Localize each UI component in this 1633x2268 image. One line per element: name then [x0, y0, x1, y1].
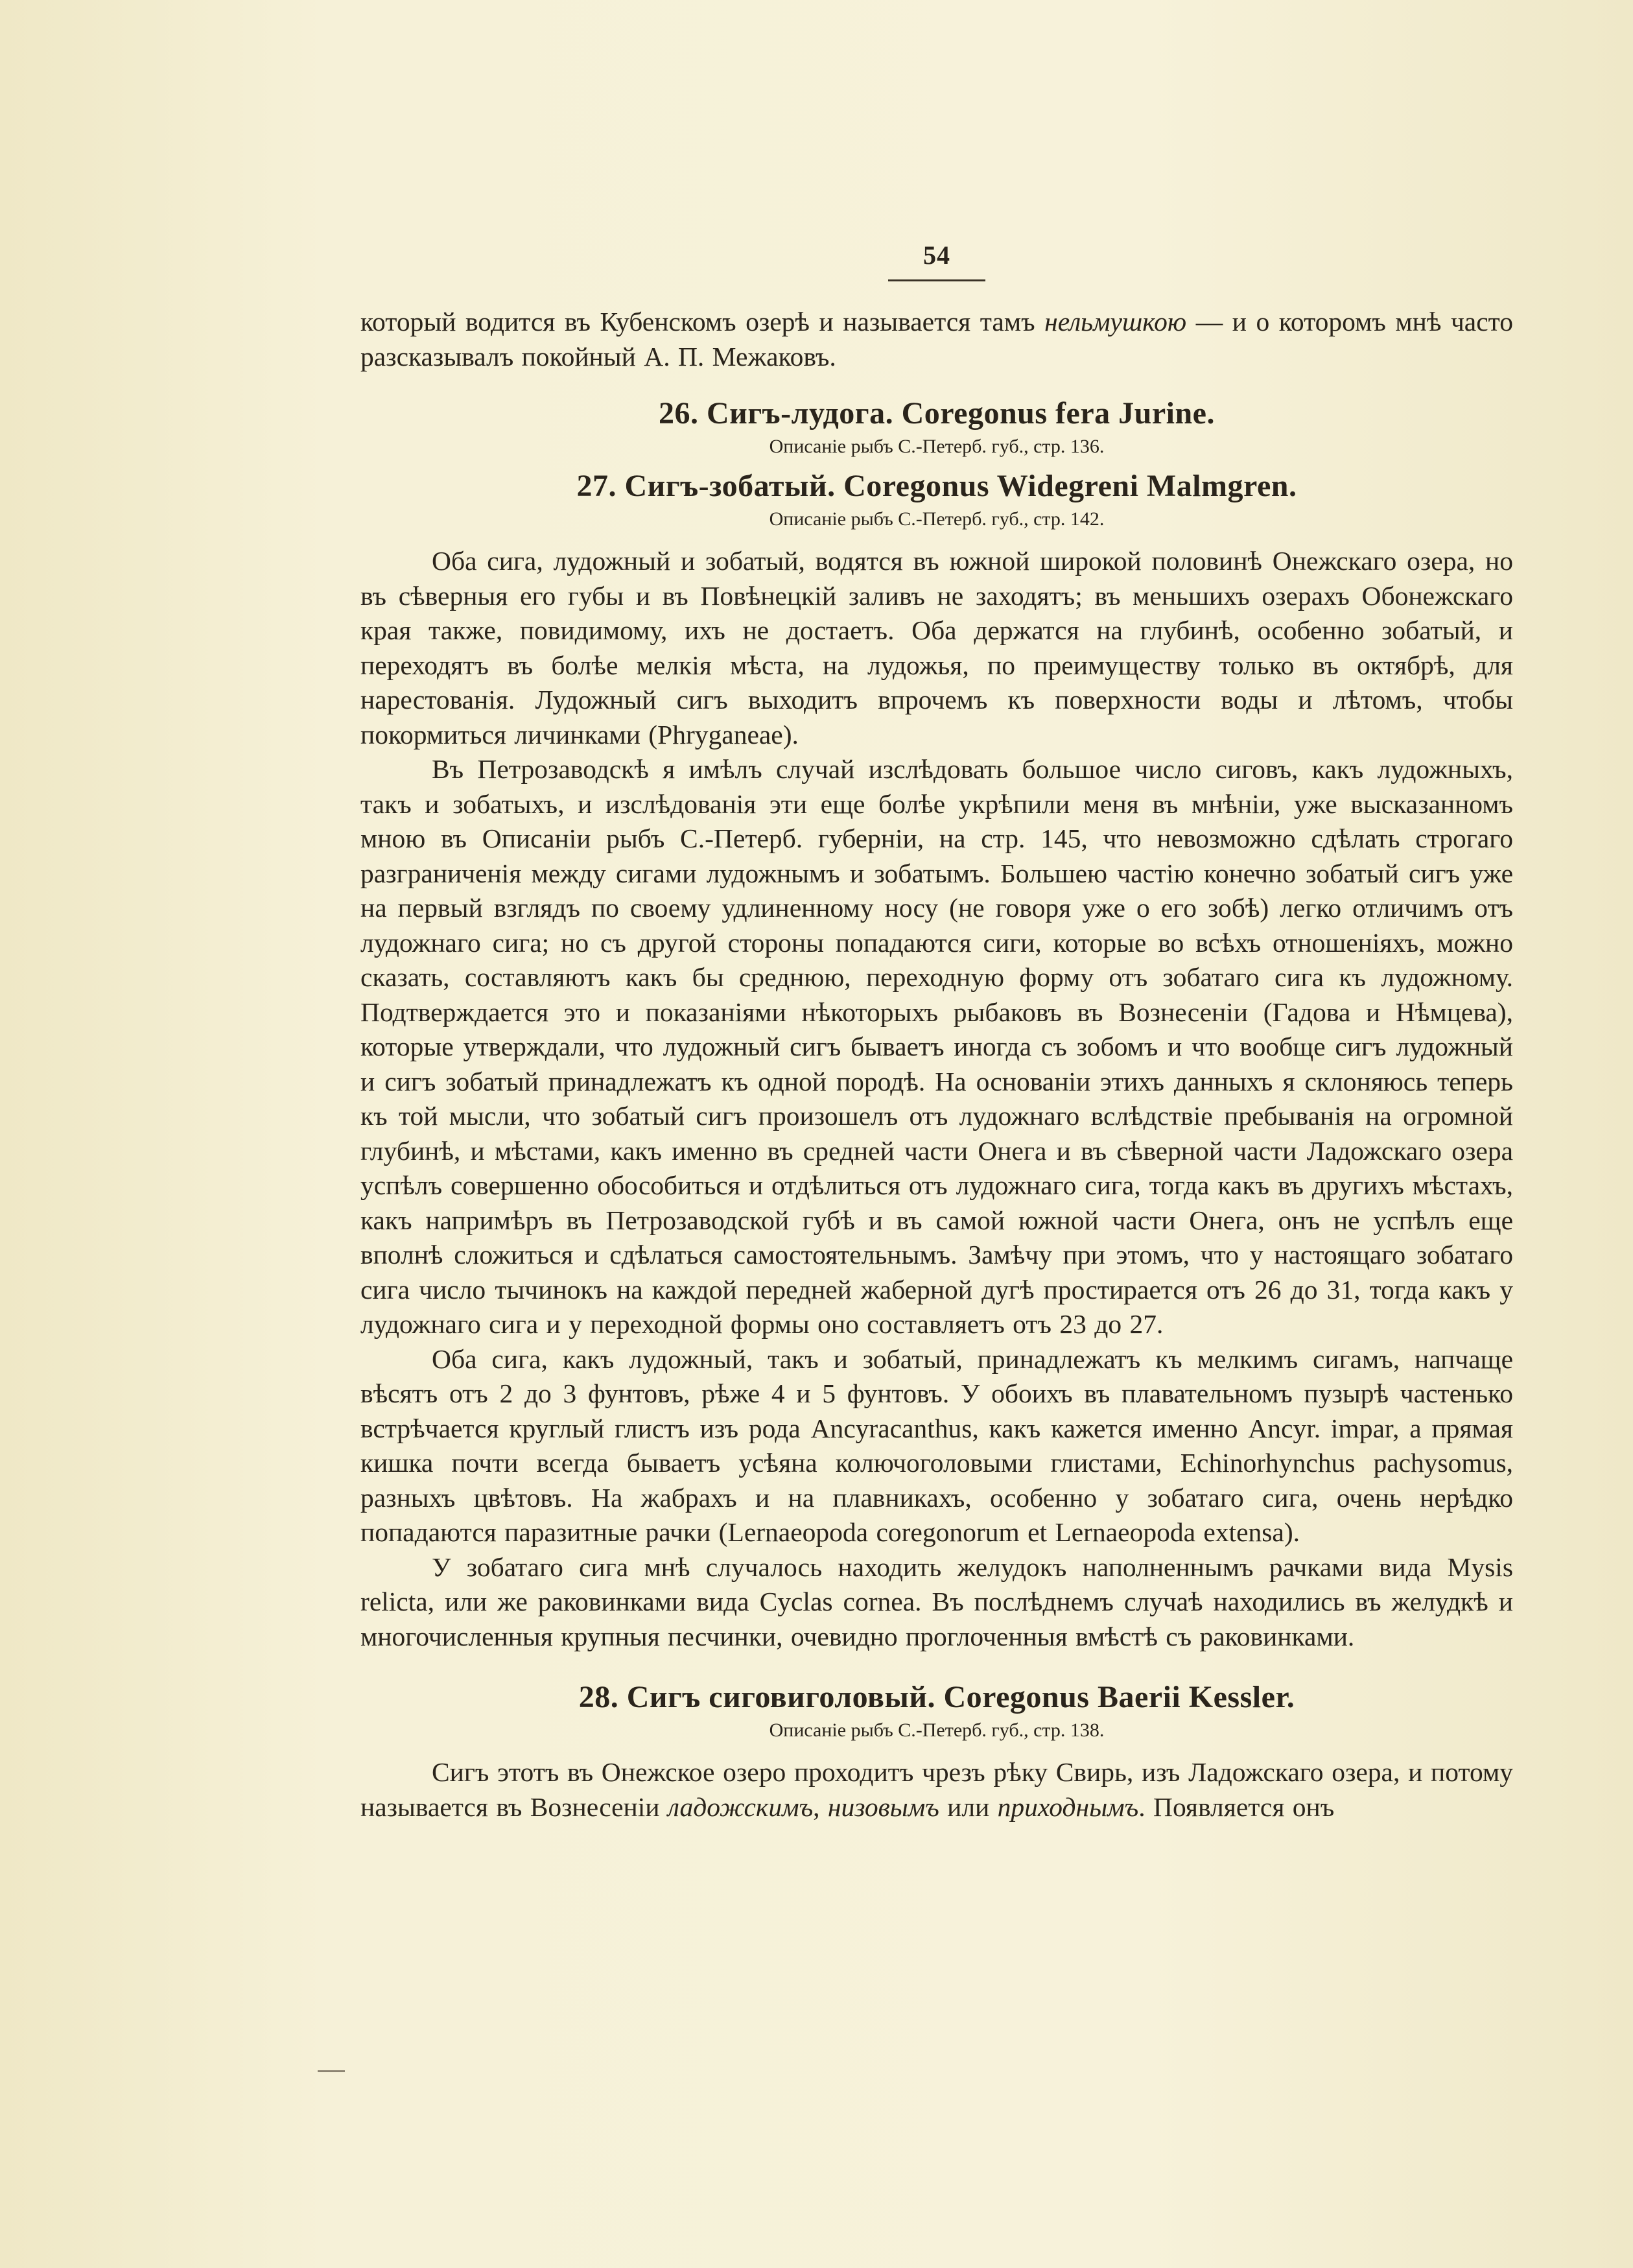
- section-ref-26: Описаніе рыбъ С.-Петерб. губ., стр. 136.: [769, 436, 1105, 457]
- section-title-27: 27. Сигъ-зобатый. Coregonus Widegreni Malmgren.: [576, 469, 1297, 503]
- emphasis-term: ладожскимъ: [667, 1791, 814, 1822]
- paragraph: У зобатаго сига мнѣ случалось находить желудокъ наполненнымъ рачками вида Mysis relicta, или же раковинками вида Cyclas cornea. Въ послѣднемъ случаѣ находились въ желудкѣ и многочисленныя крупныя песчинки, очевидно проглоченныя вмѣстѣ съ раковинками.: [360, 1552, 1513, 1651]
- paragraph: Оба сига, какъ лудожный, такъ и зобатый, принадлежатъ къ мелкимъ сигамъ, напчаще вѣсятъ отъ 2 до 3 фунтовъ, рѣже 4 и 5 фунтовъ. У обоихъ въ плавательномъ пузырѣ частенько встрѣчается круглый глистъ изъ рода Ancyracanthus, какъ кажется именно Ancyr. impar, а прямая кишка почти всегда бываетъ усѣяна колючоголовыми глистами, Echinorhynchus pachysomus, разныхъ цвѣтовъ. На жабрахъ и на плавникахъ, особенно у зобатаго сига, очень нерѣдко попадаются паразитные рачки (Lernaeopoda coregonorum et Lernaeopoda extensa).: [360, 1343, 1513, 1547]
- emphasis-term: нельмушкою: [1044, 307, 1187, 337]
- page-number-rule: [888, 279, 985, 281]
- section-ref-27: Описаніе рыбъ С.-Петерб. губ., стр. 142.: [769, 508, 1105, 530]
- page-content: [360, 240, 1513, 1825]
- intro-paragraph: который водится въ Кубенскомъ озерѣ и называется тамъ нельмушкою — и о которомъ мнѣ часто разсказывалъ покойный А. П. Межаковъ.: [360, 307, 1513, 372]
- emphasis-term: низовымъ: [827, 1791, 939, 1822]
- margin-mark: [318, 2070, 345, 2072]
- section-ref-28: Описаніе рыбъ С.-Петерб. губ., стр. 138.: [769, 1719, 1105, 1741]
- paragraph: Въ Петрозаводскѣ я имѣлъ случай изслѣдовать большое число сиговъ, какъ лудожныхъ, такъ и зобатыхъ, и изслѣдованія эти еще болѣе укрѣпили меня въ мнѣніи, уже высказанномъ мною въ Описаніи рыбъ С.-Петерб. губерніи, на стр. 145, что невозможно сдѣлать строгаго разграниченія между сигами лудожнымъ и зобатымъ. Большею частію конечно зобатый сигъ уже на первый взглядъ по своему удлиненному носу (не говоря уже о его зобѣ) легко отличимъ отъ лудожнаго сига; но съ другой стороны попадаются сиги, которые во всѣхъ отношеніяхъ, можно сказать, составляютъ какъ бы среднюю, переходную форму отъ зобатаго сига къ лудожному. Подтверждается это и показаніями нѣкоторыхъ рыбаковъ въ Вознесеніи (Гадова и Нѣмцева), которые утверждали, что лудожный сигъ бываетъ иногда съ зобомъ и что вообще сигъ лудожный и сигъ зобатый принадлежатъ къ одной породѣ. На основаніи этихъ данныхъ я склоняюсь теперь къ той мысли, что зобатый сигъ произошелъ отъ лудожнаго вслѣдствіе пребыванія на огромной глубинѣ, и мѣстами, какъ именно въ средней части Онега и въ сѣверной части Ладожскаго озера успѣлъ совершенно обособиться и отдѣлиться отъ лудожнаго сига, тогда какъ въ другихъ мѣстахъ, какъ напримѣръ въ Петрозаводской губѣ и въ самой южной части Онега, онъ не успѣлъ еще вполнѣ сложиться и сдѣлаться самостоятельнымъ. Замѣчу при этомъ, что у настоящаго зобатаго сига число тычинокъ на каждой передней жаберной дугѣ простирается отъ 26 до 31, тогда какъ у лудожнаго сига и у переходной формы оно составляетъ отъ 23 до 27.: [360, 754, 1513, 1339]
- emphasis-term: приходнымъ: [997, 1791, 1139, 1822]
- section-title-26: 26. Сигъ-лудога. Coregonus fera Jurine.: [659, 396, 1215, 431]
- paragraph: Оба сига, лудожный и зобатый, водятся въ южной широкой половинѣ Онежскаго озера, но въ сѣверныя его губы и въ Повѣнецкій заливъ не заходятъ; въ меньшихъ озерахъ Обонежскаго края также, повидимому, ихъ не достаетъ. Оба держатся на глубинѣ, особенно зобатый, и переходятъ въ болѣе мелкія мѣста, на лудожья, по преимуществу только въ октябрѣ, для нарестованія. Лудожный сигъ выходитъ впрочемъ къ поверхности воды и лѣтомъ, чтобы покормиться личинками (Phryganeae).: [360, 546, 1513, 750]
- section-title-28: 28. Сигъ сиговиголовый. Coregonus Baerii Kessler.: [578, 1680, 1295, 1714]
- paragraph: Сигъ этотъ въ Онежское озеро проходитъ чрезъ рѣку Свирь, изъ Ладожскаго озера, и потому называется въ Вознесеніи ладожскимъ, низовымъ или приходнымъ. Появляется онъ: [360, 1757, 1513, 1822]
- page-number: 54: [923, 241, 950, 270]
